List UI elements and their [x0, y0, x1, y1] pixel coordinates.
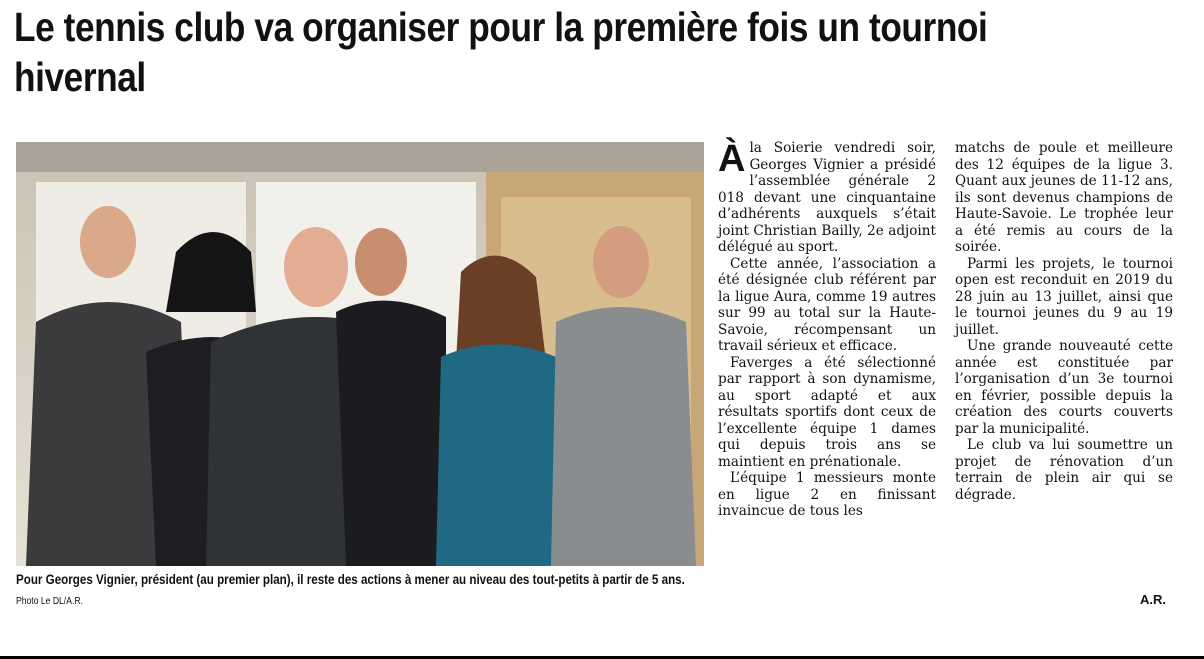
author-signature: A.R. — [1140, 592, 1166, 607]
photo-caption-text: Pour Georges Vignier, président (au premier plan), il reste des actions à mener au niveau des tout-petits à partir de 5 ans. — [16, 572, 685, 587]
article-column-1 — [718, 140, 936, 520]
paragraph: L’équipe 1 messieurs monte en ligue 2 en finissant invaincue de tous les — [718, 470, 936, 519]
paragraph: Cette année, l’association a été désignée club référent par la ligue Aura, comme 19 autres sur 99 au total sur la Haute-Savoie, récompensant un travail sérieux et efficace. — [718, 255, 936, 354]
photo-credit: Photo Le DL/A.R. — [16, 596, 83, 607]
group-photo — [16, 142, 704, 566]
lead-paragraph — [718, 140, 936, 256]
paragraph: Une grande nouveauté cette année est constituée par l’organisation d’un 3e tournoi en février, possible depuis la création des courts couverts par la municipalité. — [955, 338, 1173, 437]
headline: Le tennis club va organiser pour la première fois un tournoi hivernal — [14, 4, 988, 100]
paragraph: Faverges a été sélectionné par rapport à son dynamisme, au sport adapté et aux résultats sportifs dont ceux de l’excellente équipe 1 dames qui depuis trois ans se maintient en prénationale. — [718, 354, 936, 470]
paragraph: Parmi les projets, le tournoi open est reconduit en 2019 du 28 juin au 13 juillet, ainsi que le tournoi jeunes du 9 au 19 juillet. — [955, 255, 1173, 338]
drop-cap: À — [718, 138, 746, 180]
paragraph: matchs de poule et meilleure des 12 équipes de la ligue 3. Quant aux jeunes de 11-12 ans, ils sont devenus champions de Haute-Savoie. Le trophée leur a été remis au cours de la soirée. — [955, 140, 1173, 255]
lead-text: la Soierie vendredi soir, Georges Vignier a présidé l’assemblée générale 2 018 devant une cinquantaine d’adhérents auxquels s’était joint Christian Bailly, 2e adjoint délégué au sport. — [718, 140, 936, 255]
photo-caption — [16, 570, 695, 612]
paragraph: Le club va lui soumettre un projet de rénovation d’un terrain de plein air qui se dégrade. — [955, 437, 1173, 503]
article-column-2 — [955, 140, 1173, 503]
